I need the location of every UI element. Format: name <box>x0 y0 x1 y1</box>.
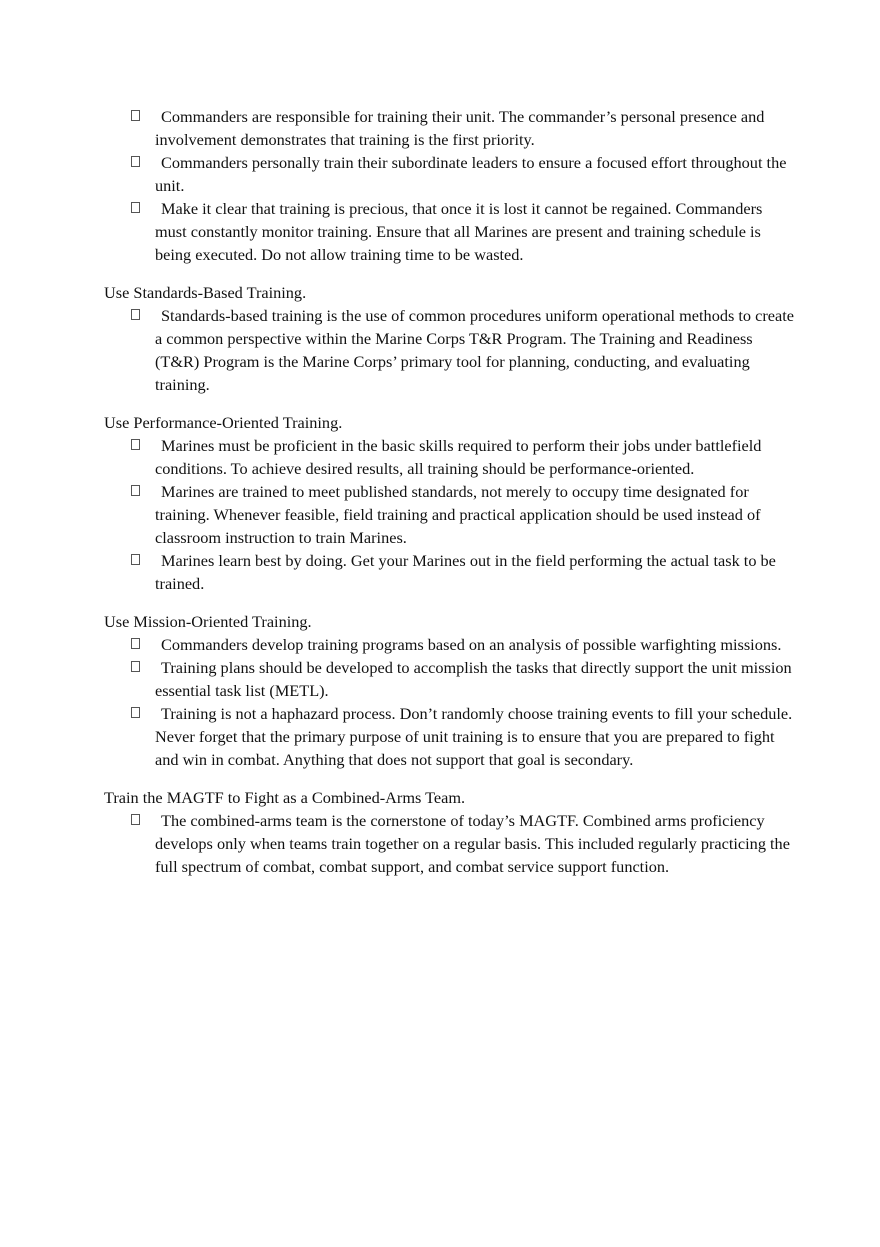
bullet-list-performance <box>104 434 794 595</box>
section-heading-performance: Use Performance-Oriented Training. <box>104 413 343 432</box>
missing-glyph-bullet-icon <box>131 156 140 167</box>
list-item: Marines must be proficient in the basic skills required to perform their jobs under battlefield conditions. To achieve desired results, all training should be performance-oriented. <box>155 434 794 480</box>
missing-glyph-bullet-icon <box>131 439 140 450</box>
list-item: Make it clear that training is precious, that once it is lost it cannot be regained. Commanders must constantly monitor training. Ensure that all Marines are present and training schedule is being executed. Do not allow training time to be wasted. <box>155 197 794 266</box>
document-body <box>104 105 794 878</box>
missing-glyph-bullet-icon <box>131 707 140 718</box>
bullet-list-standards <box>104 304 794 396</box>
list-item: Commanders are responsible for training their unit. The commander’s personal presence and involvement demonstrates that training is the first priority. <box>155 105 794 151</box>
section-heading-mission: Use Mission-Oriented Training. <box>104 612 312 631</box>
missing-glyph-bullet-icon <box>131 202 140 213</box>
bullet-list-command <box>104 105 794 266</box>
bullet-list-magtf <box>104 809 794 878</box>
missing-glyph-bullet-icon <box>131 485 140 496</box>
missing-glyph-bullet-icon <box>131 638 140 649</box>
list-item: Standards-based training is the use of common procedures uniform operational methods to create a common perspective within the Marine Corps T&R Program. The Training and Readiness (T&R) Program is the Marine Corps’ primary tool for planning, conducting, and evaluating training. <box>155 304 794 396</box>
missing-glyph-bullet-icon <box>131 661 140 672</box>
missing-glyph-bullet-icon <box>131 110 140 121</box>
section-heading-magtf: Train the MAGTF to Fight as a Combined-Arms Team. <box>104 788 466 807</box>
list-item: Training is not a haphazard process. Don’t randomly choose training events to fill your schedule. Never forget that the primary purpose of unit training is to ensure that you are prepared to fight and win in combat. Anything that does not support that goal is secondary. <box>155 702 794 771</box>
list-item: Marines are trained to meet published standards, not merely to occupy time designated for training. Whenever feasible, field training and practical application should be used instead of classroom instruction to train Marines. <box>155 480 794 549</box>
list-item: Commanders personally train their subordinate leaders to ensure a focused effort throughout the unit. <box>155 151 794 197</box>
list-item: Marines learn best by doing. Get your Marines out in the field performing the actual task to be trained. <box>155 549 794 595</box>
missing-glyph-bullet-icon <box>131 554 140 565</box>
missing-glyph-bullet-icon <box>131 814 140 825</box>
list-item: Training plans should be developed to accomplish the tasks that directly support the unit mission essential task list (METL). <box>155 656 794 702</box>
bullet-list-mission <box>104 633 794 771</box>
list-item: Commanders develop training programs based on an analysis of possible warfighting missions. <box>155 633 794 656</box>
missing-glyph-bullet-icon <box>131 309 140 320</box>
list-item: The combined-arms team is the cornerstone of today’s MAGTF. Combined arms proficiency develops only when teams train together on a regular basis. This included regularly practicing the full spectrum of combat, combat support, and combat service support function. <box>155 809 794 878</box>
section-heading-standards: Use Standards-Based Training. <box>104 283 307 302</box>
